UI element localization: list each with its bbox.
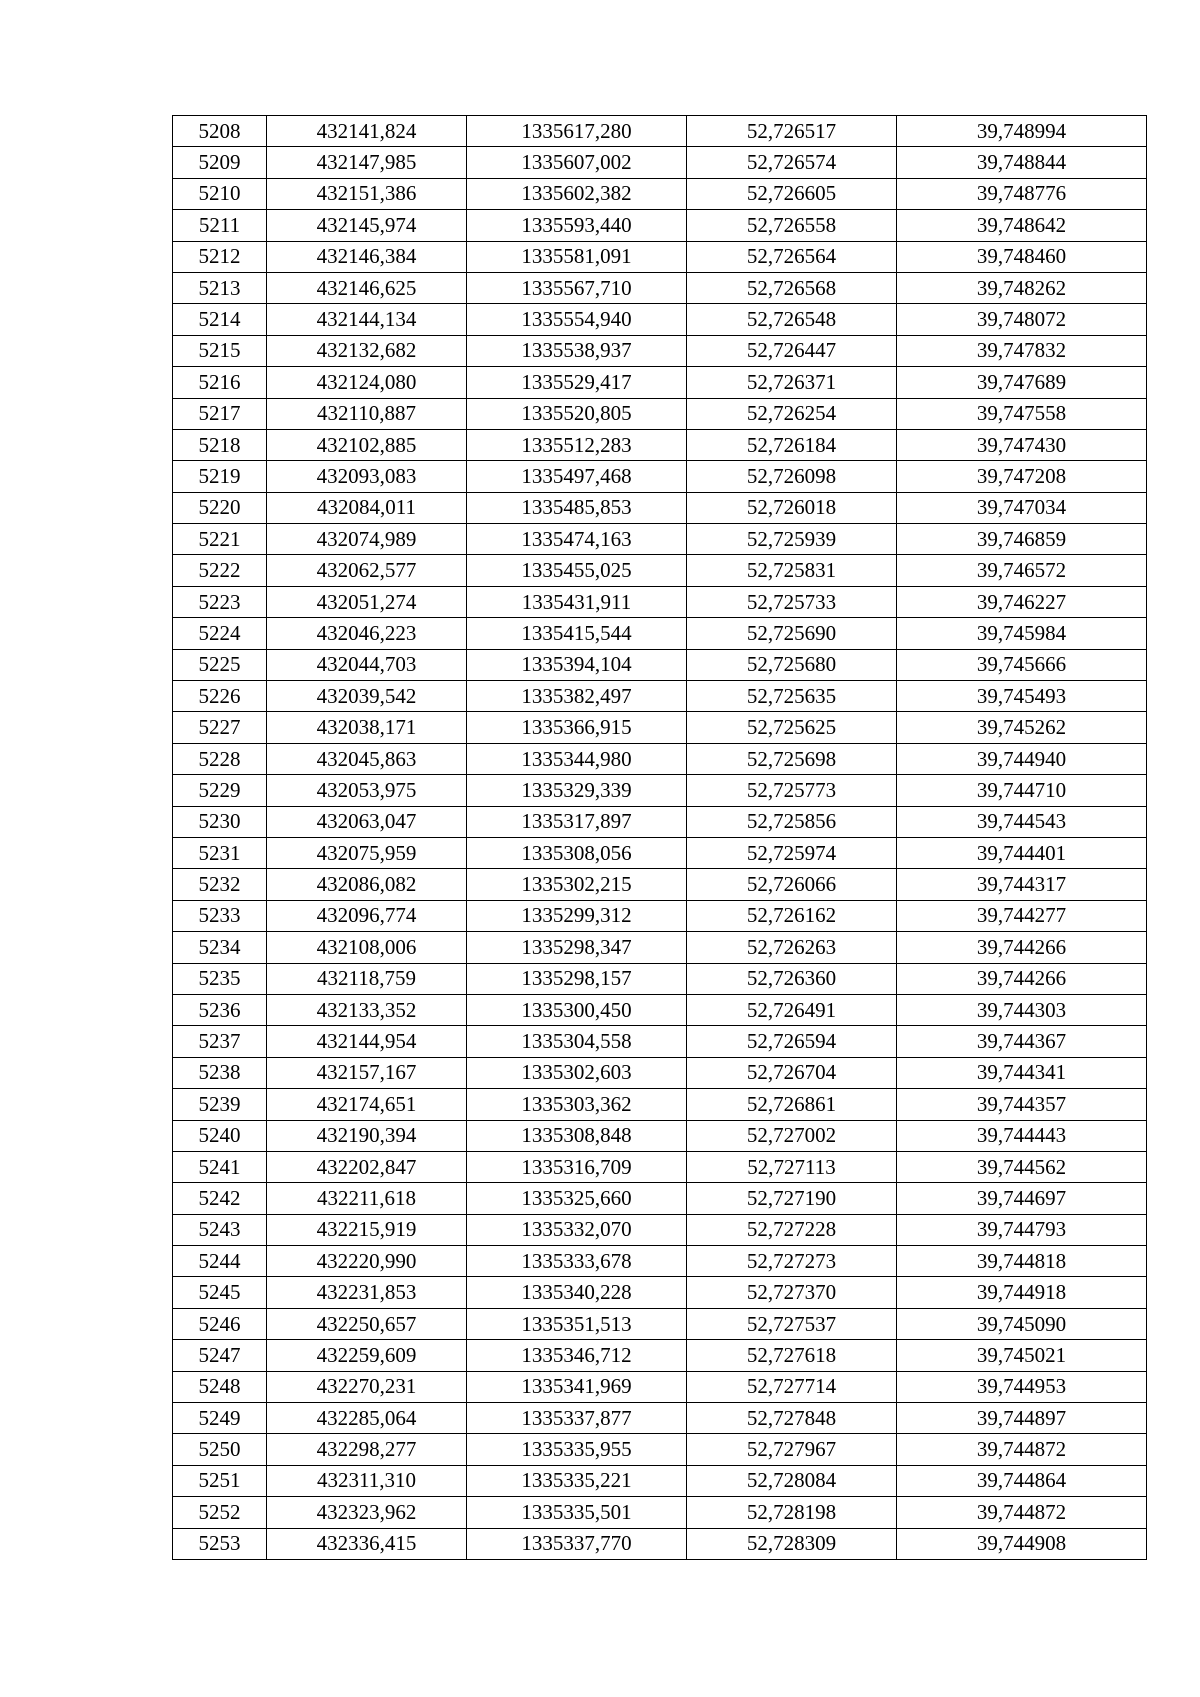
longitude-cell: 39,744266 — [897, 932, 1147, 963]
coord-y-cell: 1335335,501 — [467, 1497, 687, 1528]
point-number-cell: 5220 — [173, 492, 267, 523]
table-row — [173, 178, 1147, 209]
longitude-cell: 39,747208 — [897, 461, 1147, 492]
coord-y-cell: 1335431,911 — [467, 586, 687, 617]
table-row — [173, 1089, 1147, 1120]
point-number-cell: 5224 — [173, 618, 267, 649]
table-row — [173, 1465, 1147, 1496]
coord-x-cell: 432285,064 — [267, 1403, 467, 1434]
coord-x-cell: 432151,386 — [267, 178, 467, 209]
table-row — [173, 398, 1147, 429]
coord-x-cell: 432231,853 — [267, 1277, 467, 1308]
point-number-cell: 5249 — [173, 1403, 267, 1434]
latitude-cell: 52,727273 — [687, 1246, 897, 1277]
point-number-cell: 5208 — [173, 116, 267, 147]
coord-y-cell: 1335302,603 — [467, 1057, 687, 1088]
longitude-cell: 39,748994 — [897, 116, 1147, 147]
longitude-cell: 39,744317 — [897, 869, 1147, 900]
table-row — [173, 1434, 1147, 1465]
table-row — [173, 335, 1147, 366]
coord-y-cell: 1335593,440 — [467, 210, 687, 241]
longitude-cell: 39,744277 — [897, 900, 1147, 931]
point-number-cell: 5235 — [173, 963, 267, 994]
coord-x-cell: 432220,990 — [267, 1246, 467, 1277]
latitude-cell: 52,726517 — [687, 116, 897, 147]
coord-y-cell: 1335485,853 — [467, 492, 687, 523]
table-row — [173, 1246, 1147, 1277]
latitude-cell: 52,726568 — [687, 272, 897, 303]
table-row — [173, 1057, 1147, 1088]
longitude-cell: 39,744864 — [897, 1465, 1147, 1496]
point-number-cell: 5212 — [173, 241, 267, 272]
table-row — [173, 837, 1147, 868]
table-row — [173, 147, 1147, 178]
longitude-cell: 39,747689 — [897, 367, 1147, 398]
coord-y-cell: 1335317,897 — [467, 806, 687, 837]
coord-x-cell: 432051,274 — [267, 586, 467, 617]
coord-y-cell: 1335332,070 — [467, 1214, 687, 1245]
point-number-cell: 5238 — [173, 1057, 267, 1088]
latitude-cell: 52,726018 — [687, 492, 897, 523]
coord-y-cell: 1335512,283 — [467, 429, 687, 460]
point-number-cell: 5209 — [173, 147, 267, 178]
coord-x-cell: 432311,310 — [267, 1465, 467, 1496]
longitude-cell: 39,745666 — [897, 649, 1147, 680]
coord-y-cell: 1335333,678 — [467, 1246, 687, 1277]
coord-x-cell: 432038,171 — [267, 712, 467, 743]
coord-y-cell: 1335394,104 — [467, 649, 687, 680]
point-number-cell: 5215 — [173, 335, 267, 366]
latitude-cell: 52,727537 — [687, 1308, 897, 1339]
coord-x-cell: 432145,974 — [267, 210, 467, 241]
table-row — [173, 681, 1147, 712]
latitude-cell: 52,726861 — [687, 1089, 897, 1120]
point-number-cell: 5226 — [173, 681, 267, 712]
longitude-cell: 39,744401 — [897, 837, 1147, 868]
latitude-cell: 52,728309 — [687, 1528, 897, 1559]
longitude-cell: 39,744897 — [897, 1403, 1147, 1434]
longitude-cell: 39,745021 — [897, 1340, 1147, 1371]
longitude-cell: 39,747558 — [897, 398, 1147, 429]
table-row — [173, 649, 1147, 680]
latitude-cell: 52,726371 — [687, 367, 897, 398]
coord-x-cell: 432146,625 — [267, 272, 467, 303]
table-row — [173, 1497, 1147, 1528]
coord-x-cell: 432108,006 — [267, 932, 467, 963]
table-row — [173, 712, 1147, 743]
point-number-cell: 5232 — [173, 869, 267, 900]
latitude-cell: 52,727967 — [687, 1434, 897, 1465]
point-number-cell: 5251 — [173, 1465, 267, 1496]
longitude-cell: 39,747832 — [897, 335, 1147, 366]
coord-x-cell: 432174,651 — [267, 1089, 467, 1120]
point-number-cell: 5247 — [173, 1340, 267, 1371]
coord-x-cell: 432063,047 — [267, 806, 467, 837]
coord-x-cell: 432270,231 — [267, 1371, 467, 1402]
table-row — [173, 775, 1147, 806]
point-number-cell: 5237 — [173, 1026, 267, 1057]
point-number-cell: 5231 — [173, 837, 267, 868]
point-number-cell: 5217 — [173, 398, 267, 429]
longitude-cell: 39,744697 — [897, 1183, 1147, 1214]
coord-y-cell: 1335567,710 — [467, 272, 687, 303]
longitude-cell: 39,746859 — [897, 524, 1147, 555]
coord-y-cell: 1335351,513 — [467, 1308, 687, 1339]
point-number-cell: 5243 — [173, 1214, 267, 1245]
latitude-cell: 52,725698 — [687, 743, 897, 774]
longitude-cell: 39,744940 — [897, 743, 1147, 774]
coord-y-cell: 1335304,558 — [467, 1026, 687, 1057]
coord-x-cell: 432202,847 — [267, 1151, 467, 1182]
table-row — [173, 461, 1147, 492]
coord-x-cell: 432146,384 — [267, 241, 467, 272]
point-number-cell: 5242 — [173, 1183, 267, 1214]
latitude-cell: 52,726162 — [687, 900, 897, 931]
coord-y-cell: 1335497,468 — [467, 461, 687, 492]
latitude-cell: 52,728198 — [687, 1497, 897, 1528]
coord-x-cell: 432124,080 — [267, 367, 467, 398]
latitude-cell: 52,726491 — [687, 994, 897, 1025]
coordinates-table-body — [173, 116, 1147, 1560]
latitude-cell: 52,727190 — [687, 1183, 897, 1214]
latitude-cell: 52,726594 — [687, 1026, 897, 1057]
longitude-cell: 39,744443 — [897, 1120, 1147, 1151]
longitude-cell: 39,744918 — [897, 1277, 1147, 1308]
point-number-cell: 5234 — [173, 932, 267, 963]
latitude-cell: 52,725690 — [687, 618, 897, 649]
coord-y-cell: 1335520,805 — [467, 398, 687, 429]
coord-y-cell: 1335302,215 — [467, 869, 687, 900]
coord-x-cell: 432046,223 — [267, 618, 467, 649]
coord-y-cell: 1335474,163 — [467, 524, 687, 555]
latitude-cell: 52,725773 — [687, 775, 897, 806]
coord-x-cell: 432102,885 — [267, 429, 467, 460]
table-row — [173, 1183, 1147, 1214]
table-row — [173, 1403, 1147, 1434]
latitude-cell: 52,726098 — [687, 461, 897, 492]
coord-x-cell: 432039,542 — [267, 681, 467, 712]
latitude-cell: 52,725680 — [687, 649, 897, 680]
coord-y-cell: 1335602,382 — [467, 178, 687, 209]
latitude-cell: 52,727370 — [687, 1277, 897, 1308]
longitude-cell: 39,744818 — [897, 1246, 1147, 1277]
longitude-cell: 39,745493 — [897, 681, 1147, 712]
longitude-cell: 39,744872 — [897, 1434, 1147, 1465]
table-row — [173, 932, 1147, 963]
point-number-cell: 5213 — [173, 272, 267, 303]
longitude-cell: 39,747034 — [897, 492, 1147, 523]
coord-x-cell: 432250,657 — [267, 1308, 467, 1339]
point-number-cell: 5216 — [173, 367, 267, 398]
longitude-cell: 39,744908 — [897, 1528, 1147, 1559]
coord-x-cell: 432298,277 — [267, 1434, 467, 1465]
coord-x-cell: 432075,959 — [267, 837, 467, 868]
point-number-cell: 5244 — [173, 1246, 267, 1277]
table-row — [173, 1026, 1147, 1057]
coord-y-cell: 1335344,980 — [467, 743, 687, 774]
coord-x-cell: 432074,989 — [267, 524, 467, 555]
coord-x-cell: 432053,975 — [267, 775, 467, 806]
latitude-cell: 52,725856 — [687, 806, 897, 837]
point-number-cell: 5222 — [173, 555, 267, 586]
longitude-cell: 39,744562 — [897, 1151, 1147, 1182]
coord-y-cell: 1335335,955 — [467, 1434, 687, 1465]
table-row — [173, 1120, 1147, 1151]
coord-y-cell: 1335337,877 — [467, 1403, 687, 1434]
latitude-cell: 52,725831 — [687, 555, 897, 586]
latitude-cell: 52,725625 — [687, 712, 897, 743]
table-row — [173, 963, 1147, 994]
point-number-cell: 5246 — [173, 1308, 267, 1339]
coord-y-cell: 1335298,157 — [467, 963, 687, 994]
point-number-cell: 5210 — [173, 178, 267, 209]
table-row — [173, 367, 1147, 398]
latitude-cell: 52,725939 — [687, 524, 897, 555]
latitude-cell: 52,727714 — [687, 1371, 897, 1402]
coord-y-cell: 1335308,848 — [467, 1120, 687, 1151]
coord-y-cell: 1335337,770 — [467, 1528, 687, 1559]
table-row — [173, 869, 1147, 900]
longitude-cell: 39,744793 — [897, 1214, 1147, 1245]
table-row — [173, 806, 1147, 837]
latitude-cell: 52,726574 — [687, 147, 897, 178]
point-number-cell: 5241 — [173, 1151, 267, 1182]
point-number-cell: 5250 — [173, 1434, 267, 1465]
longitude-cell: 39,748072 — [897, 304, 1147, 335]
table-row — [173, 1151, 1147, 1182]
longitude-cell: 39,744341 — [897, 1057, 1147, 1088]
coord-x-cell: 432062,577 — [267, 555, 467, 586]
table-row — [173, 429, 1147, 460]
latitude-cell: 52,726704 — [687, 1057, 897, 1088]
coord-y-cell: 1335346,712 — [467, 1340, 687, 1371]
point-number-cell: 5240 — [173, 1120, 267, 1151]
coord-x-cell: 432144,954 — [267, 1026, 467, 1057]
longitude-cell: 39,745984 — [897, 618, 1147, 649]
coord-y-cell: 1335607,002 — [467, 147, 687, 178]
coord-x-cell: 432118,759 — [267, 963, 467, 994]
coord-x-cell: 432096,774 — [267, 900, 467, 931]
point-number-cell: 5221 — [173, 524, 267, 555]
latitude-cell: 52,726263 — [687, 932, 897, 963]
point-number-cell: 5211 — [173, 210, 267, 241]
longitude-cell: 39,747430 — [897, 429, 1147, 460]
longitude-cell: 39,744710 — [897, 775, 1147, 806]
longitude-cell: 39,748844 — [897, 147, 1147, 178]
longitude-cell: 39,748776 — [897, 178, 1147, 209]
coord-y-cell: 1335366,915 — [467, 712, 687, 743]
latitude-cell: 52,726184 — [687, 429, 897, 460]
longitude-cell: 39,744953 — [897, 1371, 1147, 1402]
coord-y-cell: 1335581,091 — [467, 241, 687, 272]
point-number-cell: 5233 — [173, 900, 267, 931]
latitude-cell: 52,725733 — [687, 586, 897, 617]
latitude-cell: 52,726558 — [687, 210, 897, 241]
table-row — [173, 994, 1147, 1025]
point-number-cell: 5248 — [173, 1371, 267, 1402]
latitude-cell: 52,727002 — [687, 1120, 897, 1151]
point-number-cell: 5218 — [173, 429, 267, 460]
longitude-cell: 39,746227 — [897, 586, 1147, 617]
table-row — [173, 1528, 1147, 1559]
latitude-cell: 52,727618 — [687, 1340, 897, 1371]
coord-y-cell: 1335316,709 — [467, 1151, 687, 1182]
coord-x-cell: 432211,618 — [267, 1183, 467, 1214]
table-row — [173, 1308, 1147, 1339]
coord-x-cell: 432132,682 — [267, 335, 467, 366]
coord-y-cell: 1335325,660 — [467, 1183, 687, 1214]
coord-x-cell: 432086,082 — [267, 869, 467, 900]
coord-y-cell: 1335538,937 — [467, 335, 687, 366]
point-number-cell: 5253 — [173, 1528, 267, 1559]
coord-x-cell: 432336,415 — [267, 1528, 467, 1559]
coord-y-cell: 1335299,312 — [467, 900, 687, 931]
point-number-cell: 5214 — [173, 304, 267, 335]
coord-x-cell: 432141,824 — [267, 116, 467, 147]
longitude-cell: 39,744872 — [897, 1497, 1147, 1528]
coord-x-cell: 432144,134 — [267, 304, 467, 335]
point-number-cell: 5236 — [173, 994, 267, 1025]
coord-y-cell: 1335529,417 — [467, 367, 687, 398]
coord-y-cell: 1335303,362 — [467, 1089, 687, 1120]
coord-y-cell: 1335300,450 — [467, 994, 687, 1025]
point-number-cell: 5227 — [173, 712, 267, 743]
table-row — [173, 210, 1147, 241]
table-row — [173, 1214, 1147, 1245]
longitude-cell: 39,744303 — [897, 994, 1147, 1025]
point-number-cell: 5219 — [173, 461, 267, 492]
coord-y-cell: 1335298,347 — [467, 932, 687, 963]
table-row — [173, 492, 1147, 523]
coord-y-cell: 1335415,544 — [467, 618, 687, 649]
table-row — [173, 743, 1147, 774]
longitude-cell: 39,744543 — [897, 806, 1147, 837]
coord-y-cell: 1335335,221 — [467, 1465, 687, 1496]
point-number-cell: 5223 — [173, 586, 267, 617]
table-row — [173, 116, 1147, 147]
table-row — [173, 304, 1147, 335]
longitude-cell: 39,745262 — [897, 712, 1147, 743]
table-row — [173, 524, 1147, 555]
coordinates-table — [172, 115, 1147, 1560]
latitude-cell: 52,727848 — [687, 1403, 897, 1434]
table-row — [173, 555, 1147, 586]
latitude-cell: 52,726447 — [687, 335, 897, 366]
point-number-cell: 5245 — [173, 1277, 267, 1308]
coord-x-cell: 432190,394 — [267, 1120, 467, 1151]
latitude-cell: 52,727113 — [687, 1151, 897, 1182]
longitude-cell: 39,744266 — [897, 963, 1147, 994]
latitude-cell: 52,726564 — [687, 241, 897, 272]
coord-x-cell: 432323,962 — [267, 1497, 467, 1528]
latitude-cell: 52,725635 — [687, 681, 897, 712]
table-row — [173, 618, 1147, 649]
coord-x-cell: 432044,703 — [267, 649, 467, 680]
coord-y-cell: 1335455,025 — [467, 555, 687, 586]
table-row — [173, 1371, 1147, 1402]
longitude-cell: 39,745090 — [897, 1308, 1147, 1339]
coord-x-cell: 432147,985 — [267, 147, 467, 178]
coord-y-cell: 1335382,497 — [467, 681, 687, 712]
latitude-cell: 52,726360 — [687, 963, 897, 994]
coord-y-cell: 1335341,969 — [467, 1371, 687, 1402]
coord-x-cell: 432133,352 — [267, 994, 467, 1025]
longitude-cell: 39,744357 — [897, 1089, 1147, 1120]
table-row — [173, 900, 1147, 931]
longitude-cell: 39,748262 — [897, 272, 1147, 303]
coord-x-cell: 432084,011 — [267, 492, 467, 523]
coord-x-cell: 432259,609 — [267, 1340, 467, 1371]
latitude-cell: 52,726548 — [687, 304, 897, 335]
point-number-cell: 5252 — [173, 1497, 267, 1528]
point-number-cell: 5229 — [173, 775, 267, 806]
coord-y-cell: 1335308,056 — [467, 837, 687, 868]
table-row — [173, 241, 1147, 272]
table-row — [173, 586, 1147, 617]
coord-y-cell: 1335329,339 — [467, 775, 687, 806]
latitude-cell: 52,726254 — [687, 398, 897, 429]
table-row — [173, 1340, 1147, 1371]
point-number-cell: 5239 — [173, 1089, 267, 1120]
point-number-cell: 5225 — [173, 649, 267, 680]
latitude-cell: 52,728084 — [687, 1465, 897, 1496]
coord-y-cell: 1335340,228 — [467, 1277, 687, 1308]
latitude-cell: 52,726605 — [687, 178, 897, 209]
point-number-cell: 5228 — [173, 743, 267, 774]
longitude-cell: 39,748460 — [897, 241, 1147, 272]
table-row — [173, 1277, 1147, 1308]
table-row — [173, 272, 1147, 303]
longitude-cell: 39,746572 — [897, 555, 1147, 586]
coord-x-cell: 432157,167 — [267, 1057, 467, 1088]
longitude-cell: 39,744367 — [897, 1026, 1147, 1057]
coord-y-cell: 1335617,280 — [467, 116, 687, 147]
coord-y-cell: 1335554,940 — [467, 304, 687, 335]
coord-x-cell: 432110,887 — [267, 398, 467, 429]
latitude-cell: 52,725974 — [687, 837, 897, 868]
coord-x-cell: 432215,919 — [267, 1214, 467, 1245]
latitude-cell: 52,727228 — [687, 1214, 897, 1245]
coord-x-cell: 432045,863 — [267, 743, 467, 774]
point-number-cell: 5230 — [173, 806, 267, 837]
longitude-cell: 39,748642 — [897, 210, 1147, 241]
coord-x-cell: 432093,083 — [267, 461, 467, 492]
latitude-cell: 52,726066 — [687, 869, 897, 900]
